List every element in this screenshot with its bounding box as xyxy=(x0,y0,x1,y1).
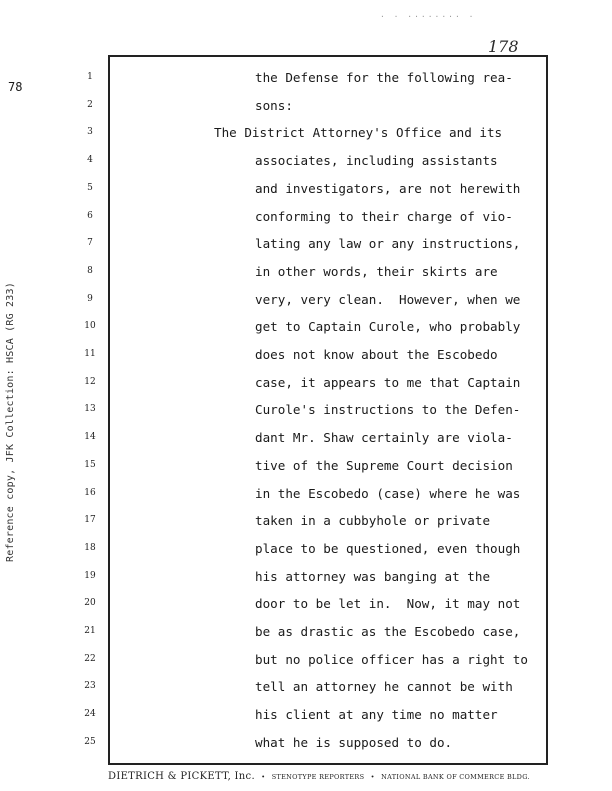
transcript-line: place to be questioned, even though xyxy=(255,540,521,556)
line-number: 10 xyxy=(84,321,96,332)
transcript-line: in other words, their skirts are xyxy=(255,263,498,279)
line-number: 18 xyxy=(84,542,96,553)
transcript-line: tive of the Supreme Court decision xyxy=(255,457,513,473)
scan-artifact: · · ········ · xyxy=(380,12,476,21)
line-number: 21 xyxy=(84,626,96,636)
transcript-line: very, very clean. However, when we xyxy=(255,291,521,307)
footer-separator: • xyxy=(370,773,375,781)
line-number: 2 xyxy=(87,99,93,110)
transcript-line: conforming to their charge of vio- xyxy=(255,208,513,224)
transcript-line: dant Mr. Shaw certainly are viola- xyxy=(255,430,513,446)
footer-separator: • xyxy=(261,773,266,781)
transcript-line: but no police officer has a right to xyxy=(255,651,528,667)
line-number: 8 xyxy=(87,265,93,276)
handwritten-page-number: 178 xyxy=(488,37,519,56)
reference-copy-note: Reference copy, JFK Collection: HSCA (RG 233) xyxy=(5,282,16,562)
transcript-line: his client at any time no matter xyxy=(255,707,498,723)
line-number: 6 xyxy=(87,210,93,221)
transcript-line: sons: xyxy=(255,97,293,113)
line-number: 12 xyxy=(84,376,96,387)
line-number: 16 xyxy=(84,487,96,498)
line-number: 3 xyxy=(87,127,93,138)
transcript-line: be as drastic as the Escobedo case, xyxy=(255,624,521,639)
reporter-location: NATIONAL BANK OF COMMERCE BLDG. xyxy=(381,773,530,781)
transcript-line: does not know about the Escobedo xyxy=(255,347,498,362)
transcript-line: Curole's instructions to the Defen- xyxy=(255,402,521,418)
line-number: 11 xyxy=(84,349,96,359)
reporter-role: STENOTYPE REPORTERS xyxy=(271,773,365,781)
line-number: 23 xyxy=(84,681,96,692)
transcript-line: case, it appears to me that Captain xyxy=(255,374,521,390)
line-number: 13 xyxy=(84,404,96,415)
transcript-line: tell an attorney he cannot be with xyxy=(255,679,513,695)
reporter-footer xyxy=(108,771,548,782)
line-number: 20 xyxy=(84,598,96,609)
line-number: 14 xyxy=(84,432,96,443)
transcript-line: door to be let in. Now, it may not xyxy=(255,596,521,612)
line-number: 9 xyxy=(87,293,93,304)
transcript-line: what he is supposed to do. xyxy=(255,734,453,750)
transcript-line: his attorney was banging at the xyxy=(255,568,491,584)
line-number: 22 xyxy=(84,653,96,664)
transcript-line: and investigators, are not herewith xyxy=(255,180,521,196)
line-number: 5 xyxy=(87,182,93,193)
line-number: 1 xyxy=(87,72,93,82)
transcript-line: lating any law or any instructions, xyxy=(255,236,521,252)
transcript-line: in the Escobedo (case) where he was xyxy=(255,485,521,501)
transcript-line: get to Captain Curole, who probably xyxy=(255,319,521,335)
page-number: 78 xyxy=(8,80,23,94)
line-number: 7 xyxy=(87,238,93,249)
line-number: 15 xyxy=(84,459,96,470)
line-number: 19 xyxy=(84,570,96,581)
line-number: 4 xyxy=(87,155,93,166)
transcript-line: The District Attorney's Office and its xyxy=(214,125,503,141)
transcript-line: associates, including assistants xyxy=(255,153,498,169)
line-number: 24 xyxy=(84,709,96,720)
line-number: 17 xyxy=(84,515,96,526)
transcript-line: the Defense for the following rea- xyxy=(255,70,513,85)
firm-name: DIETRICH & PICKETT, Inc. xyxy=(108,771,255,782)
transcript-line: taken in a cubbyhole or private xyxy=(255,513,491,529)
line-number: 25 xyxy=(84,736,96,747)
